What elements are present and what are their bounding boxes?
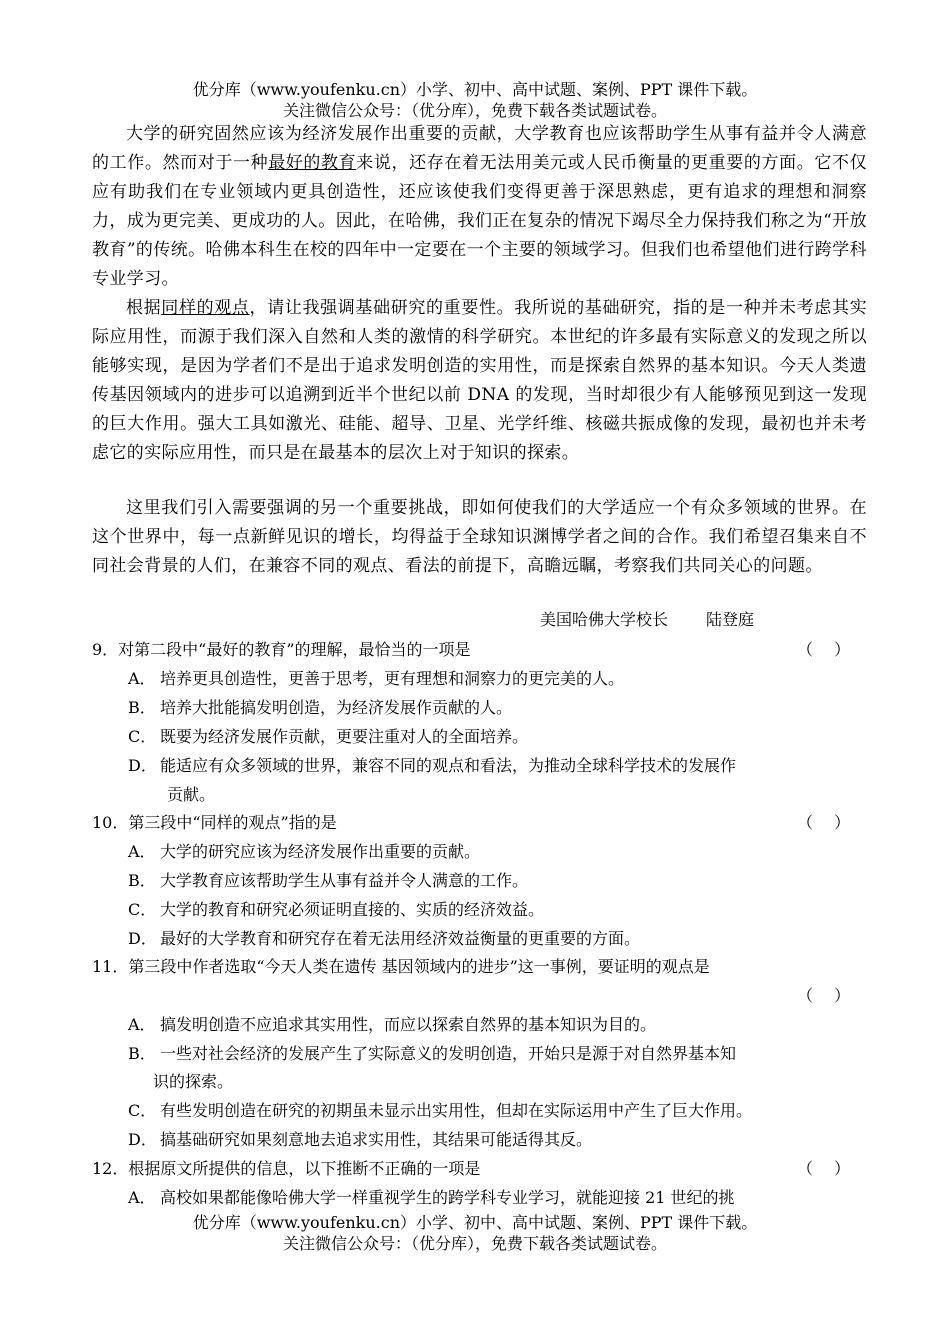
passage-paragraph-2: 根据同样的观点，请让我强调基础研究的重要性。我所说的基础研究，指的是一种并未考虑其实际应用性，而源于我们深入自然和人类的激情的科学研究。本世纪的许多最有实际意义的发现之所以能够实现，是因为学者们不是出于追求发明创造的实用性，而是探索自然界的基本知识。今天人类遗传基因领域内的进步可以追溯到近半个世纪以前 DNA 的发现，当时却很少有人能够预见到这一发现的巨大作用。强大工具如激光、硅能、超导、卫星、光学纤维、核磁共振成像的发现，最初也并未考虑它的实际应用性，而只是在最基本的层次上对于知识的探索。 xyxy=(92,298,867,463)
question-9-answer-blank: （ ） xyxy=(797,640,851,659)
underlined-phrase-same-view: 同样的观点 xyxy=(161,298,250,318)
question-12-answer-blank: （ ） xyxy=(797,1159,851,1178)
question-9-option-b: B． 培养大批能搞发明创造，为经济发展作贡献的人。 xyxy=(128,698,513,717)
header-line-2: 关注微信公众号：（优分库），免费下载各类试题试卷。 xyxy=(282,101,667,120)
passage-paragraph-3: 这里我们引入需要强调的另一个重要挑战，即如何使我们的大学适应一个有众多领域的世界。在这个世界中，每一点新鲜见识的增长，均得益于全球知识渊博学者之间的合作。我们希望召集来自不同社会背景的人们，在兼容不同的观点、看法的前提下，高瞻远瞩，考察我们共同关心的问题。 xyxy=(92,498,867,576)
question-9-option-a: A． 培养更具创造性，更善于思考，更有理想和洞察力的更完美的人。 xyxy=(128,669,625,688)
question-12-option-a: A． 高校如果都能像哈佛大学一样重视学生的跨学科专业学习，就能迎接 21 世纪的挑 xyxy=(128,1188,735,1207)
header-line-1: 优分库（www.youfenku.cn）小学、初中、高中试题、案例、PPT 课件下载。 xyxy=(192,80,758,99)
question-9-option-c: C． 既要为经济发展作贡献，更要注重对人的全面培养。 xyxy=(128,727,529,746)
question-10-stem: 10．第三段中“同样的观点”指的是 xyxy=(92,813,337,832)
question-10-option-d: D． 最好的大学教育和研究存在着无法用经济效益衡量的更重要的方面。 xyxy=(128,929,641,948)
signature-title: 美国哈佛大学校长 xyxy=(540,610,669,629)
question-12-stem: 12．根据原文所提供的信息，以下推断不正确的一项是 xyxy=(92,1159,481,1178)
question-11-answer-blank: （ ） xyxy=(797,986,851,1005)
signature xyxy=(540,608,754,632)
passage-paragraph-1: 大学的研究固然应该为经济发展作出重要的贡献，大学教育也应该帮助学生从事有益并令人满意的工作。然而对于一种最好的教育来说，还存在着无法用美元或人民币衡量的更重要的方面。它不仅应有助我们在专业领域内更具创造性，还应该使我们变得更善于深思熟虑，更有追求的理想和洞察力，成为更完美、更成功的人。因此，在哈佛，我们正在复杂的情况下竭尽全力保持我们称之为“开放教育”的传统。哈佛本科生在校的四年中一定要在一个主要的领域学习。但我们也希望他们进行跨学科专业学习。 xyxy=(92,124,867,289)
question-9-option-d: D． 能适应有众多领域的世界，兼容不同的观点和看法，为推动全球科学技术的发展作 xyxy=(128,756,737,775)
underlined-phrase-best-education: 最好的教育 xyxy=(268,153,357,173)
question-11-option-b: B． 一些对社会经济的发展产生了实际意义的发明创造，开始只是源于对自然界基本知 xyxy=(128,1044,737,1063)
signature-name: 陆登庭 xyxy=(706,610,755,629)
question-11-stem: 11．第三段中作者选取“今天人类在遗传 基因领域内的进步”这一事例，要证明的观点是 xyxy=(92,957,710,976)
question-9-option-d-continued: 贡献。 xyxy=(167,785,216,804)
question-10-option-b: B． 大学教育应该帮助学生从事有益并令人满意的工作。 xyxy=(128,871,529,890)
question-11-option-d: D． 搞基础研究如果刻意地去追求实用性，其结果可能适得其反。 xyxy=(128,1130,593,1149)
question-10-option-c: C． 大学的教育和研究必须证明直接的、实质的经济效益。 xyxy=(128,900,545,919)
footer-line-2: 关注微信公众号：（优分库），免费下载各类试题试卷。 xyxy=(282,1234,667,1253)
question-10-option-a: A． 大学的研究应该为经济发展作出重要的贡献。 xyxy=(128,842,481,861)
question-11-option-b-continued: 识的探索。 xyxy=(153,1072,234,1091)
question-11-option-a: A． 搞发明创造不应追求其实用性，而应以探索自然界的基本知识为目的。 xyxy=(128,1015,657,1034)
footer-line-1: 优分库（www.youfenku.cn）小学、初中、高中试题、案例、PPT 课件下载。 xyxy=(192,1213,758,1232)
question-10-answer-blank: （ ） xyxy=(797,813,851,832)
question-9-stem: 9．对第二段中“最好的教育”的理解，最恰当的一项是 xyxy=(92,640,471,659)
question-11-option-c: C． 有些发明创造在研究的初期虽未显示出实用性，但却在实际运用中产生了巨大作用。 xyxy=(128,1101,753,1120)
